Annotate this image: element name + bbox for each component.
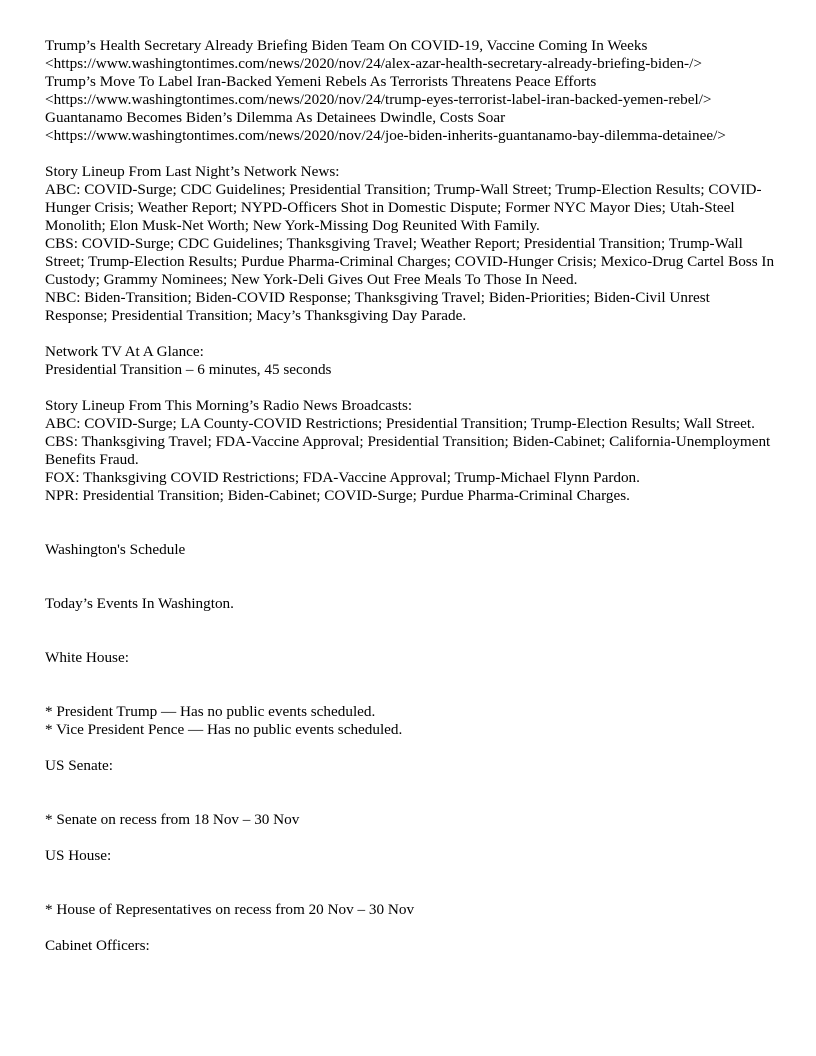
radio-news-heading: Story Lineup From This Morning’s Radio News Broadcasts:: [45, 397, 413, 414]
house-item: * House of Representatives on recess from 20 Nov – 30 Nov: [45, 901, 415, 918]
schedule-section: [45, 541, 775, 955]
network-news-cbs: CBS: COVID-Surge; CDC Guidelines; Thanksgiving Travel; Weather Report; Presidential Transition; Trump-Wall Street; Trump-Election Results; Purdue Pharma-Criminal Charges; COVID-Hunger Crisis; Mexico-Drug Cartel Boss In Custody; Grammy Nominees; New York-Deli Gives Out Free Meals To Those In Need.: [45, 235, 775, 288]
cabinet-heading: Cabinet Officers:: [45, 937, 150, 954]
network-glance-section: [45, 343, 775, 379]
headline-link[interactable]: <https://www.washingtontimes.com/news/2020/nov/24/joe-biden-inherits-guantanamo-bay-dilemma-detainee/>: [45, 127, 726, 144]
house-heading: US House:: [45, 847, 112, 864]
white-house-heading: White House:: [45, 649, 129, 666]
white-house-item: * President Trump — Has no public events scheduled.: [45, 703, 376, 720]
headline-title: Trump’s Move To Label Iran-Backed Yemeni Rebels As Terrorists Threatens Peace Efforts: [45, 73, 597, 90]
senate-heading: US Senate:: [45, 757, 113, 774]
headline-link[interactable]: <https://www.washingtontimes.com/news/2020/nov/24/alex-azar-health-secretary-already-briefing-biden-/>: [45, 55, 702, 72]
white-house-item: * Vice President Pence — Has no public events scheduled.: [45, 721, 403, 738]
radio-news-fox: FOX: Thanksgiving COVID Restrictions; FDA-Vaccine Approval; Trump-Michael Flynn Pardon.: [45, 469, 640, 486]
radio-news-cbs: CBS: Thanksgiving Travel; FDA-Vaccine Approval; Presidential Transition; Biden-Cabinet; California-Unemployment Benefits Fraud.: [45, 433, 771, 468]
schedule-title: Washington's Schedule: [45, 541, 186, 558]
document-page: [45, 37, 775, 955]
network-glance-item: Presidential Transition – 6 minutes, 45 seconds: [45, 361, 332, 378]
network-glance-heading: Network TV At A Glance:: [45, 343, 204, 360]
headline-link[interactable]: <https://www.washingtontimes.com/news/2020/nov/24/trump-eyes-terrorist-label-iran-backed-yemen-rebel/>: [45, 91, 712, 108]
network-news-section: [45, 163, 775, 325]
headline-title: Trump’s Health Secretary Already Briefing Biden Team On COVID-19, Vaccine Coming In Weeks: [45, 37, 648, 54]
headlines-section: [45, 37, 775, 145]
radio-news-npr: NPR: Presidential Transition; Biden-Cabinet; COVID-Surge; Purdue Pharma-Criminal Charges.: [45, 487, 630, 504]
radio-news-abc: ABC: COVID-Surge; LA County-COVID Restrictions; Presidential Transition; Trump-Election Results; Wall Street.: [45, 415, 755, 432]
network-news-abc: ABC: COVID-Surge; CDC Guidelines; Presidential Transition; Trump-Wall Street; Trump-Election Results; COVID-Hunger Crisis; Weather Report; NYPD-Officers Shot in Domestic Dispute; Former NYC Mayor Dies; Utah-Steel Monolith; Elon Musk-Net Worth; New York-Missing Dog Reunited With Family.: [45, 181, 762, 234]
headline-title: Guantanamo Becomes Biden’s Dilemma As Detainees Dwindle, Costs Soar: [45, 109, 506, 126]
network-news-nbc: NBC: Biden-Transition; Biden-COVID Response; Thanksgiving Travel; Biden-Priorities; Biden-Civil Unrest Response; Presidential Transition; Macy’s Thanksgiving Day Parade.: [45, 289, 710, 324]
senate-item: * Senate on recess from 18 Nov – 30 Nov: [45, 811, 300, 828]
radio-news-section: [45, 397, 775, 505]
schedule-subtitle: Today’s Events In Washington.: [45, 595, 234, 612]
network-news-heading: Story Lineup From Last Night’s Network News:: [45, 163, 340, 180]
